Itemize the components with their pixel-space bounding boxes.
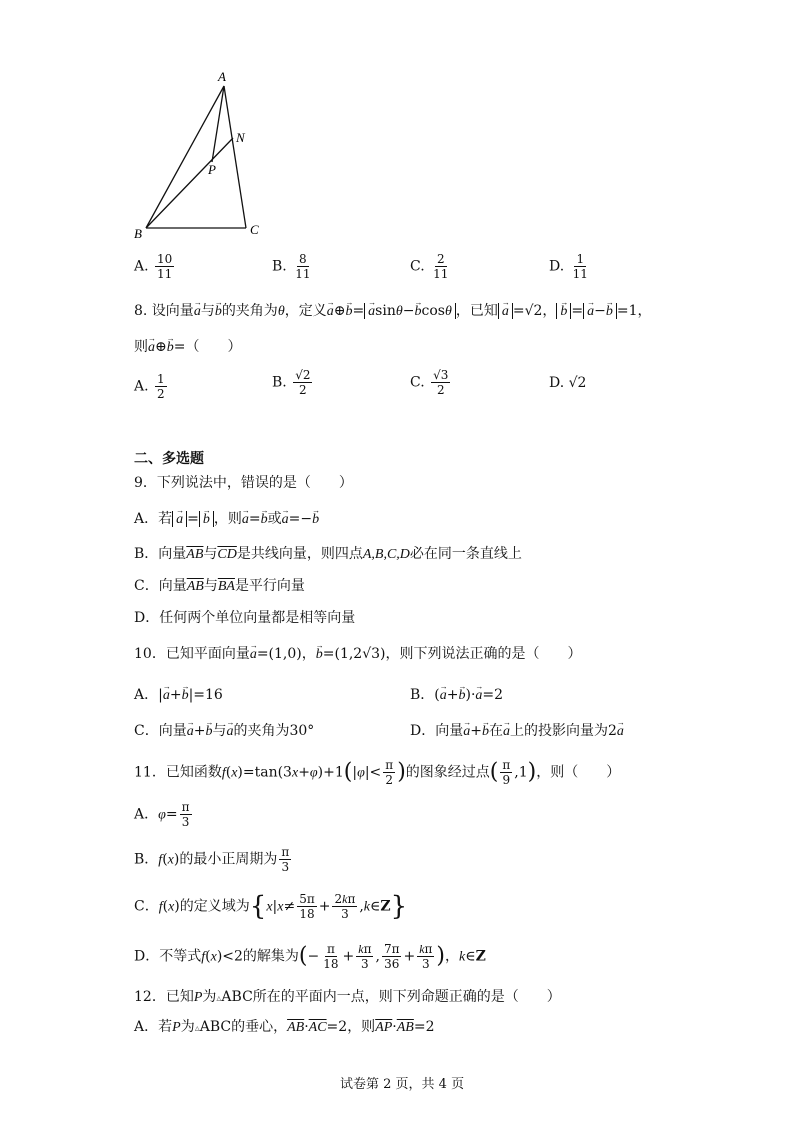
q7-option-b[interactable]: B. $\frac{8}{11}$: [272, 252, 311, 281]
q10-option-d[interactable]: D．向量→ a+→ b在→ a上的投影向量为2→ a: [410, 722, 624, 741]
q8-option-d[interactable]: D. √2: [549, 375, 587, 391]
section-title: 二、多选题: [134, 451, 204, 467]
q8-option-b[interactable]: B. $\frac{√2}{2}$: [272, 368, 311, 397]
segment-AC: [224, 86, 246, 228]
q10-option-a[interactable]: A．|→ a+→ b|=16: [134, 686, 223, 705]
q8-option-a[interactable]: A. $\frac{1}{2}$: [134, 372, 165, 401]
q9-option-c[interactable]: C．向量$\overline{AB}$与$\overline{BA}$是平行向量: [134, 578, 305, 594]
q8-stem-line2: 则→ a⊕→ b=（ ）: [134, 338, 241, 357]
page-footer: 试卷第 2 页，共 4 页: [340, 1077, 465, 1092]
q9-stem: 9．下列说法中，错误的是（ ）: [134, 475, 353, 491]
label-N: N: [236, 130, 245, 145]
fraction: $\frac{10}{11}$: [157, 252, 173, 281]
fraction: $\frac{1}{11}$: [572, 252, 588, 281]
label-B: B: [134, 226, 142, 241]
q11-option-c[interactable]: C．f(x)的定义域为{x|x≠ $\frac{5\pi}{18}$ + $\frac{2k\pi}{3}$ ,k∈Z}: [134, 891, 408, 922]
q12-stem: 12．已知P为▵ABC所在的平面内一点，则下列命题正确的是（ ）: [134, 989, 561, 1005]
label-A: A: [218, 69, 226, 84]
q10-option-b[interactable]: B．(→ a+→ b)·→ a=2: [410, 686, 503, 705]
fraction: $\frac{√2}{2}$: [295, 368, 311, 397]
q11-option-b[interactable]: B．f(x)的最小正周期为 $\frac{\pi}{3}$: [134, 845, 290, 874]
q7-option-a[interactable]: A. $\frac{10}{11}$: [134, 252, 173, 281]
fraction: $\frac{√3}{2}$: [433, 368, 449, 397]
q7-option-c[interactable]: C. $\frac{2}{11}$: [410, 252, 449, 281]
q10-option-c[interactable]: C．向量→ a+→ b与→ a的夹角为30°: [134, 722, 314, 741]
label-P: P: [208, 162, 216, 177]
q12-option-a[interactable]: A．若P为▵ABC的垂心，$\overline{AB}\cdot\overline{AC}=2$，则$\overline{AP}\cdot\overline{AB}=2$: [134, 1019, 435, 1035]
label-C: C: [250, 222, 259, 237]
q9-option-b[interactable]: B．向量$\overline{AB}$与$\overline{CD}$是共线向量，则四点A,B,C,D必在同一条直线上: [134, 546, 522, 562]
q9-option-a[interactable]: A．若 → a = → b ，则→ a=→ b或→ a=−→ b: [134, 510, 319, 529]
fraction: $\frac{1}{2}$: [157, 372, 165, 401]
q8-stem-line1: 8. 设向量→ a与→ b的夹角为θ，定义→ a⊕→ b= → asinθ−→ bcosθ ，已知 → a =√2， → b = → a−→ b =1，: [134, 302, 652, 321]
q10-stem: 10．已知平面向量→ a=(1,0)，→ b=(1,2√3)，则下列说法正确的是（ ）: [134, 645, 582, 664]
q9-option-d[interactable]: D．任何两个单位向量都是相等向量: [134, 610, 356, 626]
fraction: $\frac{2}{11}$: [433, 252, 449, 281]
q8-option-c[interactable]: C. $\frac{√3}{2}$: [410, 368, 449, 397]
q11-stem: 11．已知函数f(x)=tan(3x+φ)+1(|φ|< $\frac{\pi}{2}$ )的图象经过点( $\frac{\pi}{9}$ ,1)，则（ ）: [134, 758, 621, 787]
q11-option-d[interactable]: D．不等式f(x)<2的解集为(− $\frac{\pi}{18}$ + $\frac{k\pi}{3}$ , $\frac{7\pi}{36}$ + $\frac{k\pi}{3}$ )，k∈Z: [134, 942, 486, 971]
triangle-figure: [130, 66, 270, 244]
fraction: $\frac{8}{11}$: [295, 252, 311, 281]
segment-BN: [146, 138, 233, 228]
q11-option-a[interactable]: A．φ= $\frac{\pi}{3}$: [134, 800, 190, 829]
q7-option-d[interactable]: D. $\frac{1}{11}$: [549, 252, 588, 281]
